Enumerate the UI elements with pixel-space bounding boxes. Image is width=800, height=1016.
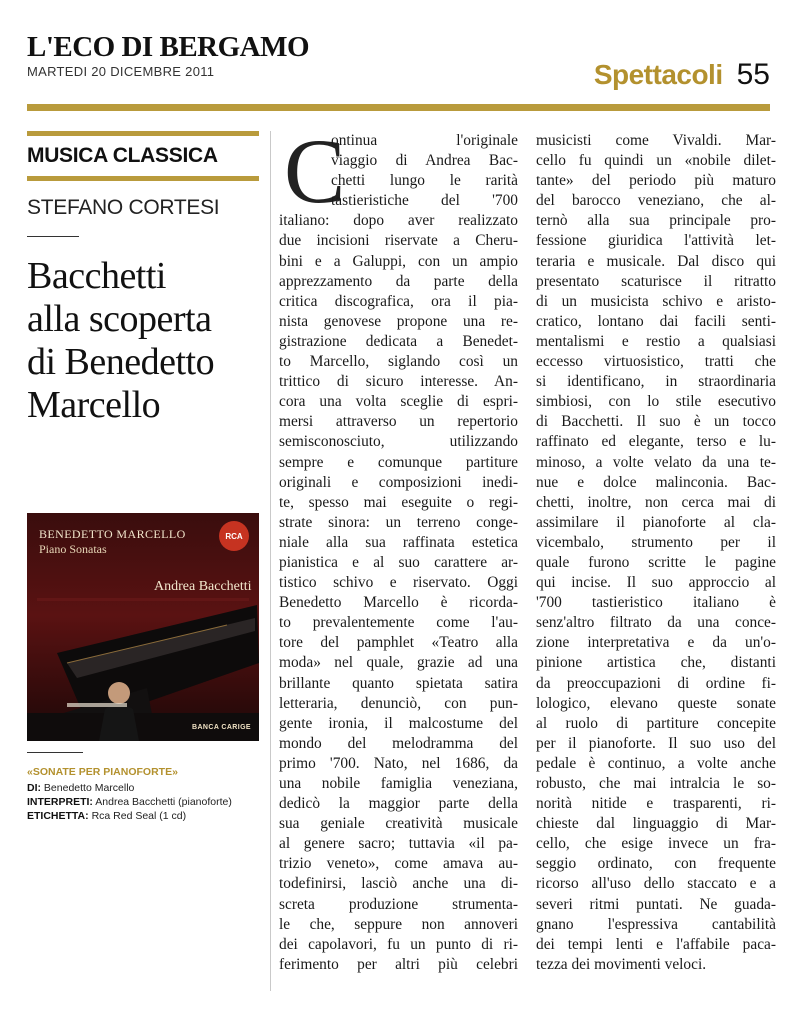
text-line: tastieristiche del '700 (331, 192, 518, 210)
newspaper-name: L'ECO DI BERGAMO (27, 31, 310, 63)
page-number: 55 (736, 58, 770, 91)
text-line: screta produzione strumenta- (279, 895, 518, 913)
text-line: severi ritmi puntati. Ne guada- (536, 895, 776, 913)
header-rule (27, 104, 770, 111)
text-line: originali e composizioni inedi- (279, 473, 518, 491)
text-line: ontinua l'originale (331, 132, 518, 149)
text-line: letteraria, denunciò, con pun- (279, 694, 518, 712)
text-line: al ruolo di partiture concepite (536, 714, 776, 732)
text-line: te, spesso mai eseguite o regi- (279, 493, 518, 511)
text-line: dei capolavori, fu un punto di ri- (279, 935, 518, 953)
kicker: MUSICA CLASSICA (27, 144, 218, 167)
article-column-2 (536, 131, 776, 975)
headline-line: Bacchetti (27, 255, 166, 297)
text-line: mentalismi e restio a qualsiasi (536, 332, 776, 350)
headline-line: Marcello (27, 384, 161, 426)
text-line: zione interpretativa e da un'o- (536, 634, 776, 652)
text-line: teraria e musicale. Dal disco qui (536, 252, 776, 270)
sponsor-logo: BANCA CARIGE (192, 724, 251, 731)
byline-rule (27, 236, 79, 237)
text-line: pinione artistica che, distanti (536, 654, 776, 672)
text-line: pedale è continuo, a volte anche (536, 754, 776, 772)
text-line: critica discografica, ora il pia- (279, 292, 518, 310)
info-label: INTERPRETI: (27, 796, 93, 808)
text-line: musicisti come Vivaldi. Mar- (536, 132, 776, 149)
text-line: '700 tastieristico italiano è (536, 594, 776, 612)
info-value: Rca Red Seal (1 cd) (91, 810, 187, 822)
text-line: viaggio di Andrea Bac- (331, 152, 518, 170)
text-line: eccesso virtuosistico, tratti che (536, 353, 776, 371)
cover-subtitle: Piano Sonatas (39, 542, 107, 556)
info-value: Andrea Bacchetti (pianoforte) (95, 796, 232, 808)
text-line: presentato scaturisce il ritratto (536, 272, 776, 290)
text-line: semisconosciuto, utilizzando (279, 433, 518, 451)
text-line: cello, che esige invece un fra- (536, 835, 776, 853)
text-line: chetti lungo le rarità (331, 172, 518, 190)
info-value: Benedetto Marcello (43, 782, 135, 794)
text-line: gente ironia, il malcostume del (279, 714, 518, 732)
text-line: ricorso all'uso dello staccato e a (536, 875, 776, 893)
headline-line: di Benedetto (27, 341, 215, 383)
text-line: italiano: dopo aver realizzato (279, 212, 518, 230)
text-line: fessione giuridica l'attività let- (536, 232, 776, 250)
text-line: simbiosi, con lo stile esecutivo (536, 393, 776, 411)
text-line: ternò alla sua principale pro- (536, 212, 776, 230)
kicker-top-rule (27, 131, 259, 136)
text-line: primo '700. Nato, nel 1686, da (279, 754, 518, 772)
album-info-box (27, 752, 259, 823)
kicker-bottom-rule (27, 176, 259, 181)
text-line: sua geniale creatività musicale (279, 815, 518, 833)
text-line: niale alla sua raffinata estetica (279, 533, 518, 551)
headline (27, 255, 259, 427)
text-line: ferimento per altri più celebri (279, 955, 518, 973)
text-line: trizio veneto», come amava au- (279, 855, 518, 873)
album-title: «SONATE PER PIANOFORTE» (27, 766, 178, 778)
dropcap: C (284, 120, 346, 222)
text-line: trittico di sicuro interesse. An- (279, 373, 518, 391)
column-1-body (279, 211, 518, 975)
text-line: si identificano, in straordinaria (536, 373, 776, 391)
issue-date: MARTEDI 20 DICEMBRE 2011 (27, 64, 215, 79)
text-line: seggio ordinato, con frequente (536, 855, 776, 873)
text-line: cora una volta sceglie di espri- (279, 393, 518, 411)
text-line: di un musicista schivo e aristo- (536, 292, 776, 310)
text-line: raffinato ed elegante, terso e lu- (536, 433, 776, 451)
text-line: gnano l'espressiva cantabilità (536, 915, 776, 933)
text-line: minoso, a volte velato da una te- (536, 453, 776, 471)
text-line: una nobile famiglia veneziana, (279, 775, 518, 793)
cover-performer: Andrea Bacchetti (154, 579, 252, 594)
text-line: vicembalo, strumento per il (536, 533, 776, 551)
text-line: tezza dei movimenti veloci. (536, 955, 707, 973)
text-line: due incisioni riservate a Cheru- (279, 232, 518, 250)
record-label-logo: RCA (219, 521, 249, 551)
indented-lines (331, 131, 518, 211)
text-line: al genere sacro; tuttavia «il pa- (279, 835, 518, 853)
text-line: da preoccupazioni di ordine fi- (536, 674, 776, 692)
text-line: norità nitide e trasparenti, ri- (536, 795, 776, 813)
text-line: to prevalentemente come l'au- (279, 614, 518, 632)
text-line: dei tempi lenti e l'affabile paca- (536, 935, 776, 953)
text-line: Benedetto Marcello è ricorda- (279, 594, 518, 612)
text-line: del barocco veneziano, che al- (536, 192, 776, 210)
info-label: DI: (27, 782, 41, 794)
section-header (594, 58, 770, 92)
text-line: tore del pamphlet «Teatro alla (279, 634, 518, 652)
text-line: quale furono scritte le pagine (536, 553, 776, 571)
text-line: mondo del melodramma del (279, 734, 518, 752)
text-line: todefinirsi, lasciò anche una di- (279, 875, 518, 893)
text-line: cello fu quindi un «nobile dilet- (536, 152, 776, 170)
text-line: di Bacchetti. Il suo è un tocco (536, 413, 776, 431)
text-line: moda» nel quale, grazie ad una (279, 654, 518, 672)
text-line: nista genovese propone una re- (279, 312, 518, 330)
article-column-1 (279, 120, 518, 975)
cover-composer: BENEDETTO MARCELLO (39, 527, 186, 541)
text-line: nue e dolce malinconia. Bac- (536, 473, 776, 491)
headline-line: alla scoperta (27, 298, 212, 340)
text-line: cratico, lontano dai facili senti- (536, 312, 776, 330)
text-line: per il pianoforte. Il suo uso del (536, 734, 776, 752)
section-name: Spettacoli (593, 59, 723, 90)
text-line: mersi attraverso un repertorio (279, 413, 518, 431)
text-line: brillante quanto spietata satira (279, 674, 518, 692)
text-line: qui incise. Il suo approccio al (536, 574, 776, 592)
text-line: apprezzamento da parte della (279, 272, 518, 290)
text-line: strate sinora: un terreno conge- (279, 513, 518, 531)
text-line: sempre e comunque partiture (279, 453, 518, 471)
text-line: chetti, inoltre, non cerca mai di (536, 493, 776, 511)
byline: STEFANO CORTESI (27, 196, 220, 219)
text-line: tistico schivo e riservato. Oggi (279, 574, 518, 592)
text-line: bini e a Galuppi, con un ampio (279, 252, 518, 270)
headline-block (27, 131, 259, 427)
column-divider (270, 131, 271, 991)
text-line: gistrazione dedicata a Benedet- (279, 332, 518, 350)
text-line: pianistica e al suo carattere ar- (279, 553, 518, 571)
info-row (27, 795, 259, 809)
masthead (27, 32, 309, 79)
info-label: ETICHETTA: (27, 810, 89, 822)
text-line: le che, seppure non annoveri (279, 915, 518, 933)
album-cover-image (27, 513, 259, 741)
text-line: chieste dal linguaggio di Mar- (536, 815, 776, 833)
text-line: robusto, che mai intralcia le so- (536, 775, 776, 792)
text-line: dedicò la maggior parte della (279, 795, 518, 813)
text-line: senz'altro filtrato da una conce- (536, 614, 776, 632)
text-line: to Marcello, siglando così un (279, 353, 518, 371)
info-row (27, 809, 259, 823)
info-rule (27, 752, 83, 753)
text-line: lologico, elevano queste sonate (536, 694, 776, 712)
text-line: tante» del periodo più maturo (536, 172, 776, 190)
info-row (27, 781, 259, 795)
text-line: assimilare il pianoforte al cla- (536, 513, 776, 531)
